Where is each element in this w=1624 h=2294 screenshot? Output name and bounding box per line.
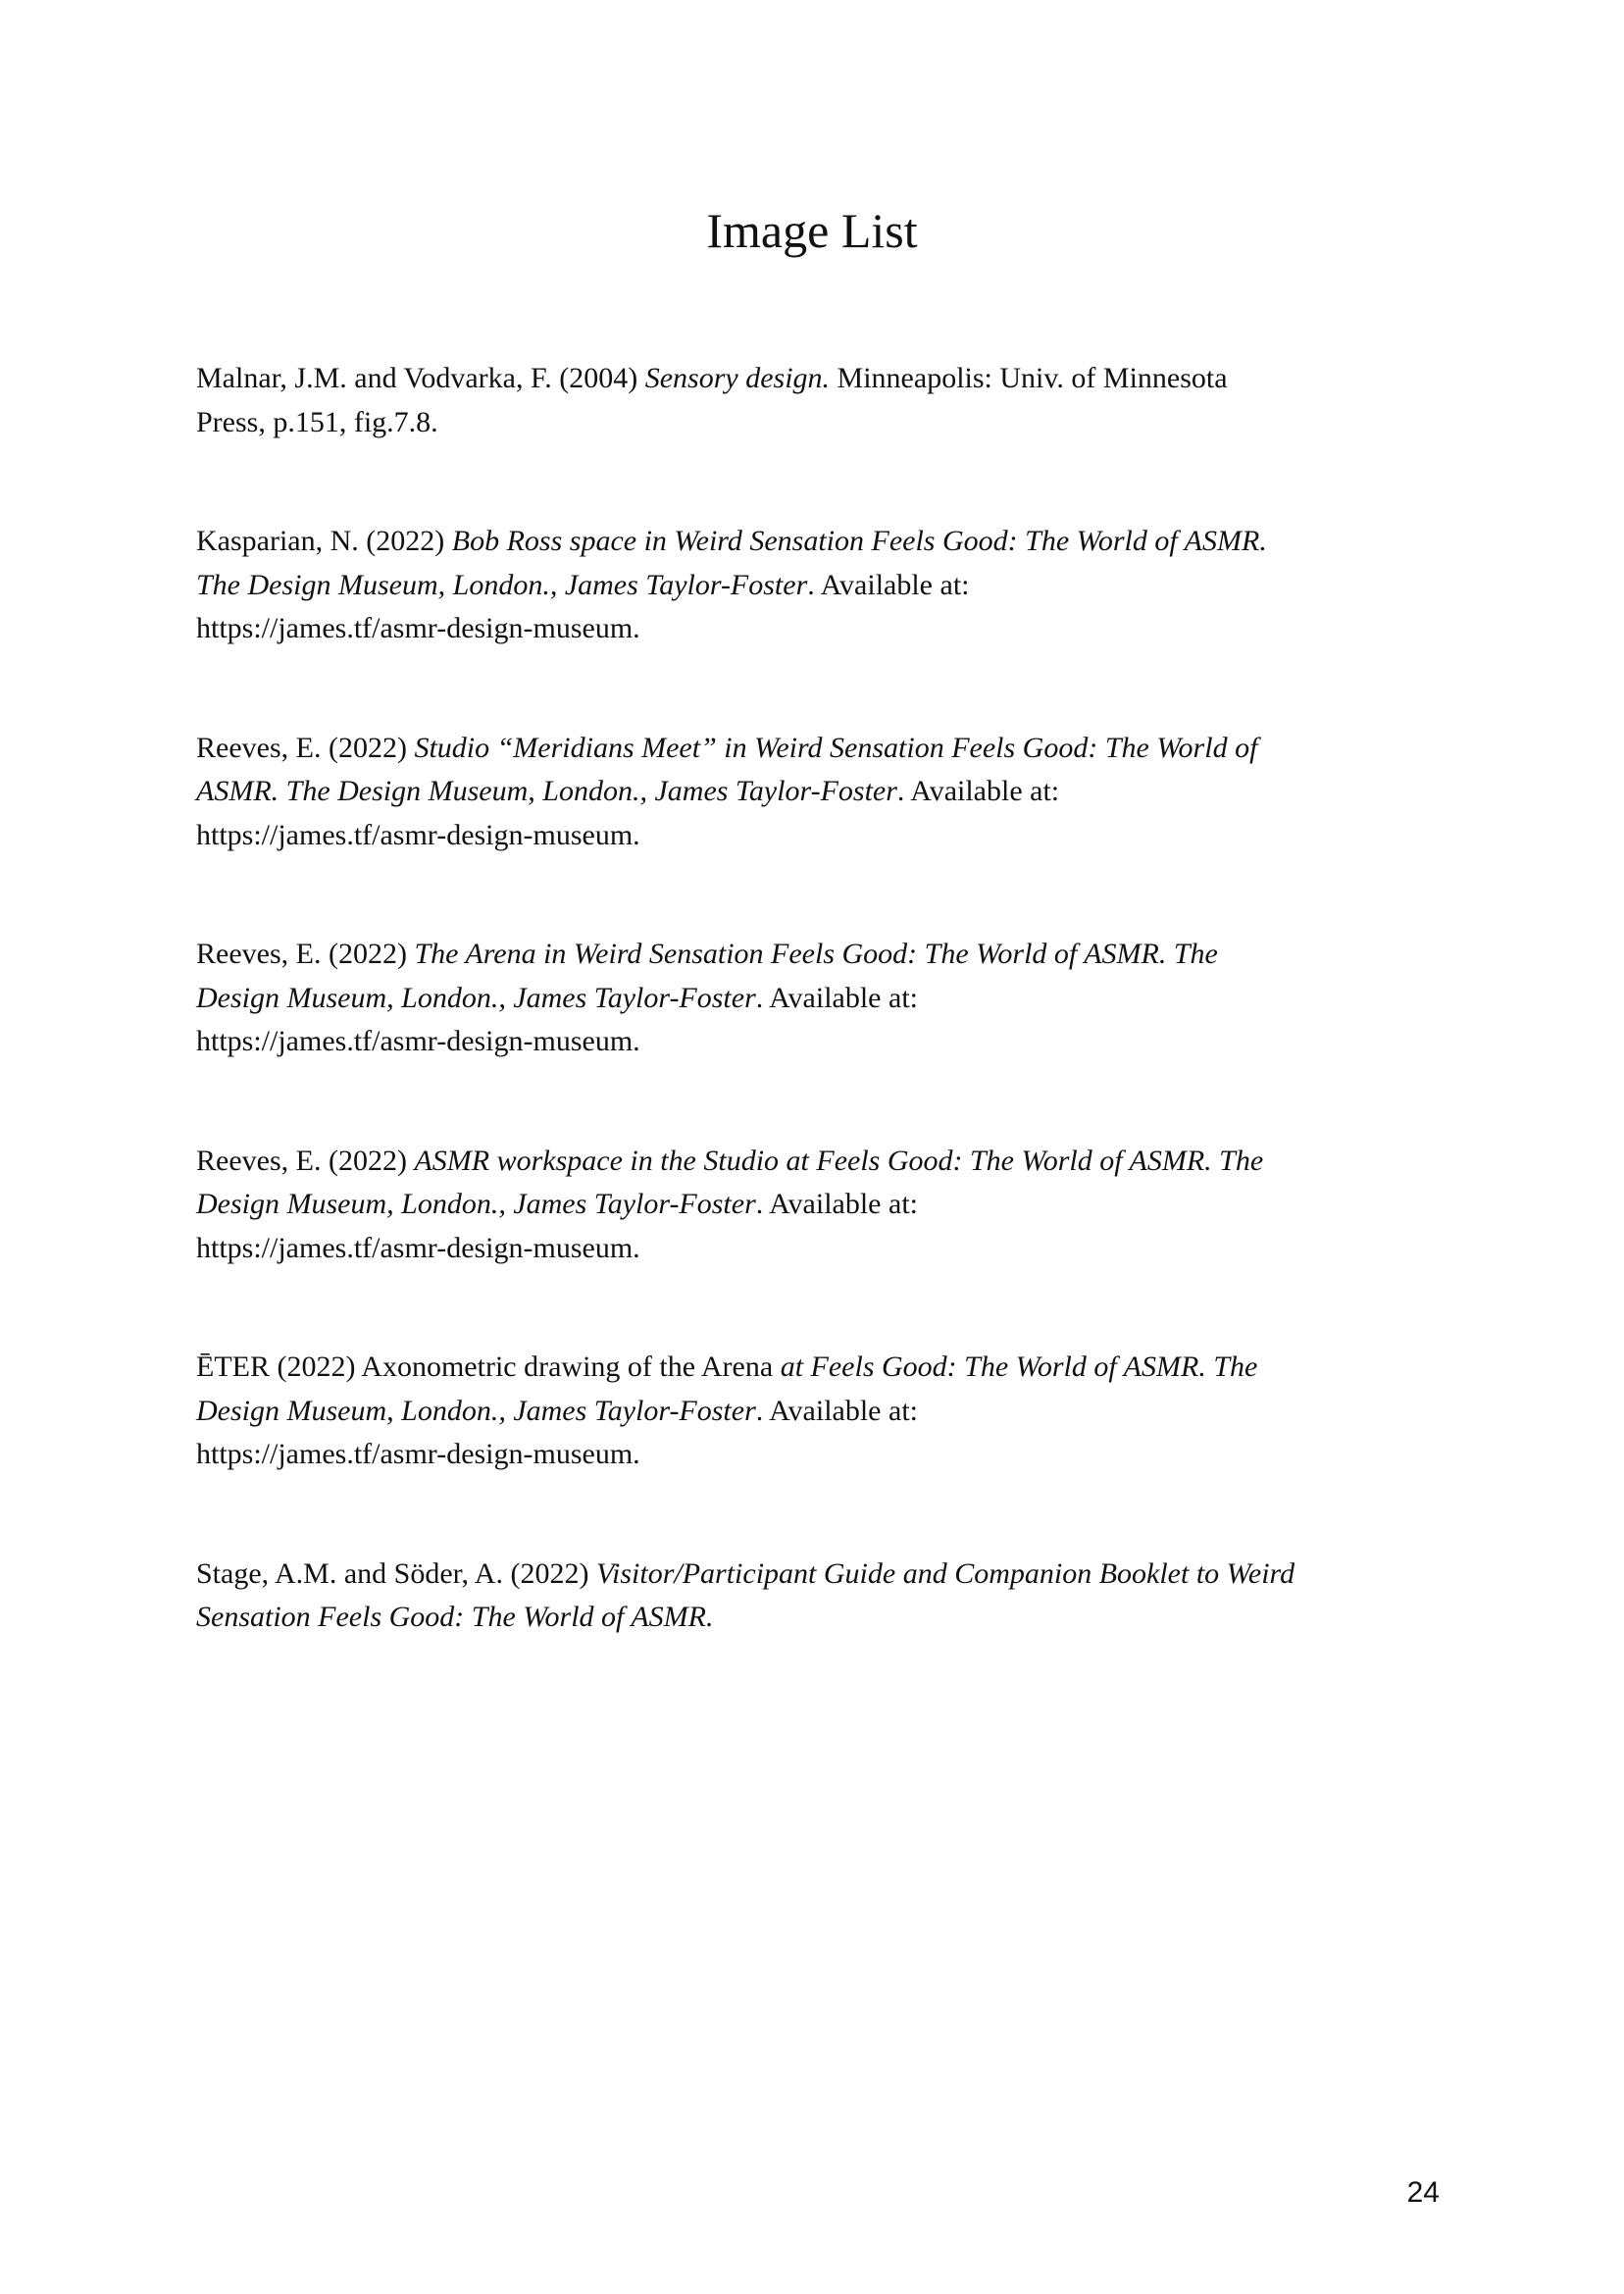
reference-text: . Available at:: [896, 775, 1060, 807]
reference-line: [196, 1433, 1451, 1477]
reference-italic-text: Bob Ross space in Weird Sensation Feels Good: The World of ASMR.: [451, 525, 1267, 557]
reference-text: Minneapolis: Univ. of Minnesota: [830, 362, 1228, 394]
reference-text: Reeves, E. (2022): [196, 938, 415, 970]
reference-line: [196, 520, 1451, 564]
reference-italic-text: at Feels Good: The World of ASMR. The: [780, 1351, 1258, 1383]
reference-entry: [196, 933, 1451, 1064]
reference-italic-text: ASMR workspace in the Studio at Feels Good: The World of ASMR. The: [414, 1144, 1264, 1177]
reference-text: ĒTER (2022) Axonometric drawing of the Arena: [196, 1351, 781, 1383]
reference-entry: [196, 1140, 1451, 1271]
reference-text: https://james.tf/asmr-design-museum.: [196, 1438, 640, 1470]
reference-text: . Available at:: [755, 1394, 918, 1427]
reference-text: https://james.tf/asmr-design-museum.: [196, 1231, 640, 1264]
reference-text: Stage, A.M. and Söder, A. (2022): [196, 1556, 596, 1590]
reference-entry: [196, 727, 1451, 858]
reference-italic-text: Studio “Meridians Meet” in Weird Sensation Feels Good: The World of: [414, 731, 1258, 764]
reference-italic-text: ASMR. The Design Museum, London., James Taylor-Foster: [196, 775, 897, 807]
reference-italic-text: Sensation Feels Good: The World of ASMR.: [196, 1601, 714, 1633]
page-title: Image List: [706, 203, 918, 258]
reference-line: [196, 1227, 1451, 1271]
reference-line: [196, 1390, 1451, 1434]
reference-italic-text: Sensory design.: [644, 362, 831, 394]
reference-line: [196, 814, 1451, 858]
reference-italic-text: Visitor/Participant Guide and Companion Booklet to Weird: [595, 1556, 1295, 1590]
reference-line: [196, 1596, 1451, 1640]
reference-line: [196, 401, 1451, 445]
reference-line: [196, 727, 1451, 771]
reference-entry: [196, 357, 1451, 444]
reference-line: [196, 933, 1451, 977]
reference-text: Press, p.151, fig.7.8.: [196, 405, 438, 438]
reference-text: https://james.tf/asmr-design-museum.: [196, 818, 640, 851]
reference-text: Kasparian, N. (2022): [196, 525, 452, 557]
reference-line: [196, 564, 1451, 608]
reference-line: [196, 1020, 1451, 1064]
reference-italic-text: Design Museum, London., James Taylor-Foster: [196, 981, 756, 1014]
reference-italic-text: The Design Museum, London., James Taylor-Foster: [196, 568, 808, 601]
reference-text: https://james.tf/asmr-design-museum.: [196, 612, 640, 644]
reference-line: [196, 1553, 1451, 1597]
reference-line: [196, 977, 1451, 1021]
reference-line: [196, 607, 1451, 651]
reference-entry: [196, 1346, 1451, 1477]
reference-text: Reeves, E. (2022): [196, 1144, 415, 1177]
reference-text: . Available at:: [807, 568, 970, 601]
reference-line: [196, 1140, 1451, 1184]
reference-list: [196, 357, 1451, 1640]
reference-italic-text: Design Museum, London., James Taylor-Foster: [196, 1394, 756, 1427]
reference-text: . Available at:: [755, 1188, 918, 1220]
reference-entry: [196, 520, 1451, 651]
reference-text: https://james.tf/asmr-design-museum.: [196, 1025, 640, 1057]
reference-line: [196, 770, 1451, 814]
reference-italic-text: Design Museum, London., James Taylor-Foster: [196, 1188, 756, 1220]
reference-line: [196, 357, 1451, 401]
reference-entry: [196, 1553, 1451, 1640]
reference-line: [196, 1183, 1451, 1227]
reference-italic-text: The Arena in Weird Sensation Feels Good: The World of ASMR. The: [414, 938, 1218, 970]
reference-text: Malnar, J.M. and Vodvarka, F. (2004): [196, 362, 645, 394]
reference-text: . Available at:: [755, 981, 918, 1014]
reference-text: Reeves, E. (2022): [196, 731, 415, 764]
page-number: 24: [1406, 2176, 1440, 2209]
reference-line: [196, 1346, 1451, 1390]
